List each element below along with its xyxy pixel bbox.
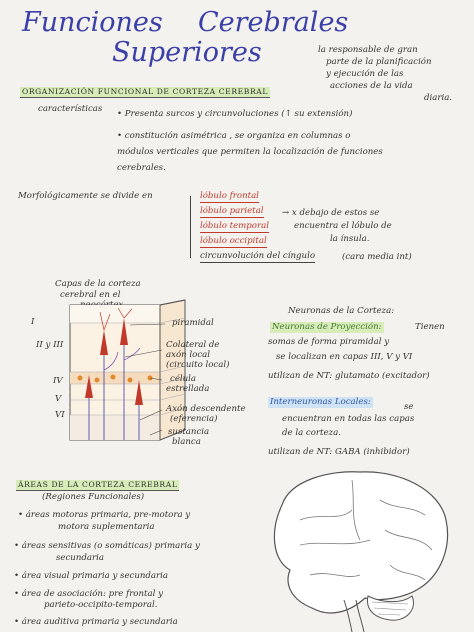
locales-line-1: se — [404, 402, 414, 412]
lobe-temporal: lóbulo temporal — [200, 221, 269, 231]
insula-note-3: la ínsula. — [330, 234, 370, 244]
caracteristicas-label: características — [38, 104, 103, 114]
label-axon-descendente: Axón descendente — [166, 404, 246, 414]
top-note-2: parte de la planificación — [326, 57, 432, 67]
label-axon-local: axón local — [166, 350, 211, 360]
area-item-5: • área visual primaria y secundaria — [14, 571, 169, 581]
proyeccion-line-4: utilizan de NT: glutamato (excitador) — [268, 371, 430, 381]
locales-line-4: utilizan de NT: GABA (inhibidor) — [268, 447, 410, 457]
section-heading-organizacion: ORGANIZACIÓN FUNCIONAL DE CORTEZA CEREBRAL — [22, 87, 269, 96]
insula-note-1: → x debajo de estos se — [282, 208, 380, 218]
bullet-asimetrica-1: • constitución asimétrica , se organiza en columnas o — [117, 131, 351, 141]
lobe-frontal: lóbulo frontal — [200, 191, 259, 201]
label-estrellada: estrellada — [166, 384, 210, 394]
proyeccion-line-3: se localizan en capas III, V y VI — [276, 352, 413, 362]
diagram-title-1: Capas de la corteza — [55, 279, 141, 289]
area-item-6: • área de asociación: pre frontal y — [14, 589, 163, 599]
locales-line-3: de la corteza. — [282, 428, 341, 438]
label-eferencia: (eferencia) — [170, 414, 218, 424]
areas-heading: ÁREAS DE LA CORTEZA CEREBRAL — [18, 480, 178, 489]
area-item-2: motora suplementaria — [58, 522, 155, 532]
label-sustancia: sustancia — [168, 427, 210, 437]
proyeccion-line-2: somas de forma piramidal y — [268, 337, 390, 347]
title-line2: Cerebrales — [198, 7, 349, 38]
areas-subheading: (Regiones Funcionales) — [42, 492, 145, 502]
locales-line-2: encuentran en todas las capas — [282, 414, 415, 424]
cingulo-note: (cara media int) — [342, 252, 412, 262]
area-item-4: secundaria — [56, 553, 104, 563]
label-celula: célula — [170, 374, 197, 384]
layer-II-III: II y III — [36, 340, 64, 350]
lobe-occipital: lóbulo occipital — [200, 236, 267, 246]
bullet-surcos: • Presenta surcos y circunvoluciones (↑ su extensión) — [117, 109, 353, 119]
title-line3: Superiores — [112, 37, 262, 68]
area-item-7: parieto-occipito-temporal. — [44, 600, 158, 610]
label-piramidal: piramidal — [172, 318, 214, 328]
area-item-1: • áreas motoras primaria, pre-motora y — [18, 510, 191, 520]
area-item-8: • área auditiva primaria y secundaria — [14, 617, 178, 627]
top-note-1: la responsable de gran — [318, 45, 418, 55]
label-colateral: Colateral de — [166, 340, 220, 350]
diagram-title-2: cerebral en el — [60, 290, 121, 300]
title-line1: Funciones — [22, 7, 163, 38]
proyeccion-title: Neuronas de Proyección: — [272, 322, 382, 332]
layer-I: I — [31, 317, 35, 327]
morfologia-label: Morfológicamente se divide en — [18, 191, 153, 201]
label-blanca: blanca — [172, 437, 201, 447]
layer-IV: IV — [53, 376, 63, 386]
lobe-parietal: lóbulo parietal — [200, 206, 264, 216]
label-circuito-local: (circuito local) — [166, 360, 230, 370]
top-note-5: diaria. — [424, 93, 453, 103]
insula-note-2: encuentra el lóbulo de — [294, 221, 392, 231]
locales-title: Interneuronas Locales: — [270, 397, 371, 407]
neuronas-heading: Neuronas de la Corteza: — [288, 306, 395, 316]
lobe-cingulo: circunvolución del cíngulo — [200, 251, 315, 261]
layer-VI: VI — [55, 410, 65, 420]
top-note-4: acciones de la vida — [330, 81, 413, 91]
bullet-asimetrica-3: cerebrales. — [117, 163, 166, 173]
proyeccion-line-1: Tienen — [415, 322, 445, 332]
area-item-3: • áreas sensitivas (o somáticas) primaria y — [14, 541, 200, 551]
bullet-asimetrica-2: módulos verticales que permiten la localización de funciones — [117, 147, 383, 157]
top-note-3: y ejecución de las — [326, 69, 404, 79]
layer-V: V — [55, 394, 62, 404]
